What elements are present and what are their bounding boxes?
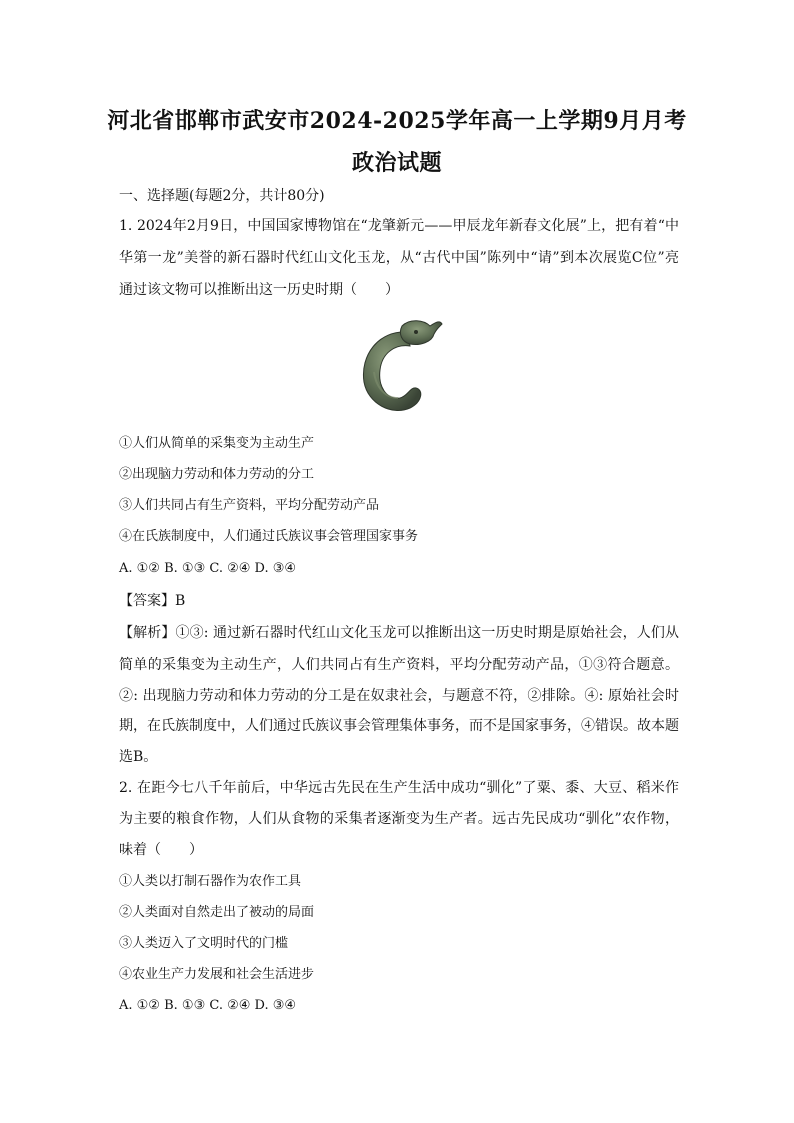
q2-option-4: ④农业生产力发展和社会生活进步 [119, 967, 315, 982]
q1-option-2: ②出现脑力劳动和体力劳动的分工 [119, 467, 315, 482]
q1-stem-line-2: 华第一龙”美誉的新石器时代红山文化玉龙，从“古代中国”陈列中“请”到本次展览C位”亮 [119, 250, 679, 266]
q2-choices: A. ①② B. ①③ C. ②④ D. ③④ [119, 998, 297, 1013]
q1-choices: A. ①② B. ①③ C. ②④ D. ③④ [119, 561, 297, 576]
q1-analysis-line-5: 选B。 [119, 749, 158, 765]
exam-title-line-2: 政治试题 [351, 150, 442, 176]
q1-answer: 【答案】B [119, 593, 186, 609]
q1-option-4: ④在氏族制度中，人们通过氏族议事会管理国家事务 [119, 529, 419, 544]
exam-title-line-1: 河北省邯郸市武安市2024-2025学年高一上学期9月月考 [107, 108, 687, 134]
q2-stem-line-2: 为主要的粮食作物，人们从食物的采集者逐渐变为生产者。远古先民成功“驯化”农作物， [119, 811, 679, 827]
q1-analysis-line-3: ②: 出现脑力劳动和体力劳动的分工是在奴隶社会，与题意不符，②排除。④: 原始社会时 [119, 688, 679, 704]
q2-option-1: ①人类以打制石器作为农作工具 [119, 874, 302, 889]
jade-dragon-image [350, 312, 446, 420]
q1-analysis-line-1: 【解析】①③: 通过新石器时代红山文化玉龙可以推断出这一历史时期是原始社会，人们从 [119, 625, 679, 641]
q1-stem-line-3: 通过该文物可以推断出这一历史时期（ ） [119, 282, 399, 298]
q1-stem-line-1: 1. 2024年2月9日，中国国家博物馆在“龙肇新元——甲辰龙年新春文化展”上，把有着“中 [119, 218, 679, 234]
q2-stem-line-3: 味着（ ） [119, 842, 203, 858]
q1-option-3: ③人们共同占有生产资料，平均分配劳动产品 [119, 498, 380, 513]
q2-stem-line-1: 2. 在距今七八千年前后，中华远古先民在生产生活中成功“驯化”了粟、黍、大豆、稻米作 [119, 780, 679, 796]
q2-option-2: ②人类面对自然走出了被动的局面 [119, 905, 315, 920]
q1-analysis-line-4: 期，在氏族制度中，人们通过氏族议事会管理集体事务，而不是国家事务，④错误。故本题 [119, 718, 679, 734]
section-heading: 一、选择题(每题2分，共计80分) [119, 188, 325, 204]
q1-analysis-line-2: 简单的采集变为主动生产，人们共同占有生产资料，平均分配劳动产品，①③符合题意。 [119, 657, 679, 673]
q1-option-1: ①人们从简单的采集变为主动生产 [119, 436, 315, 451]
q2-option-3: ③人类迈入了文明时代的门槛 [119, 936, 289, 951]
